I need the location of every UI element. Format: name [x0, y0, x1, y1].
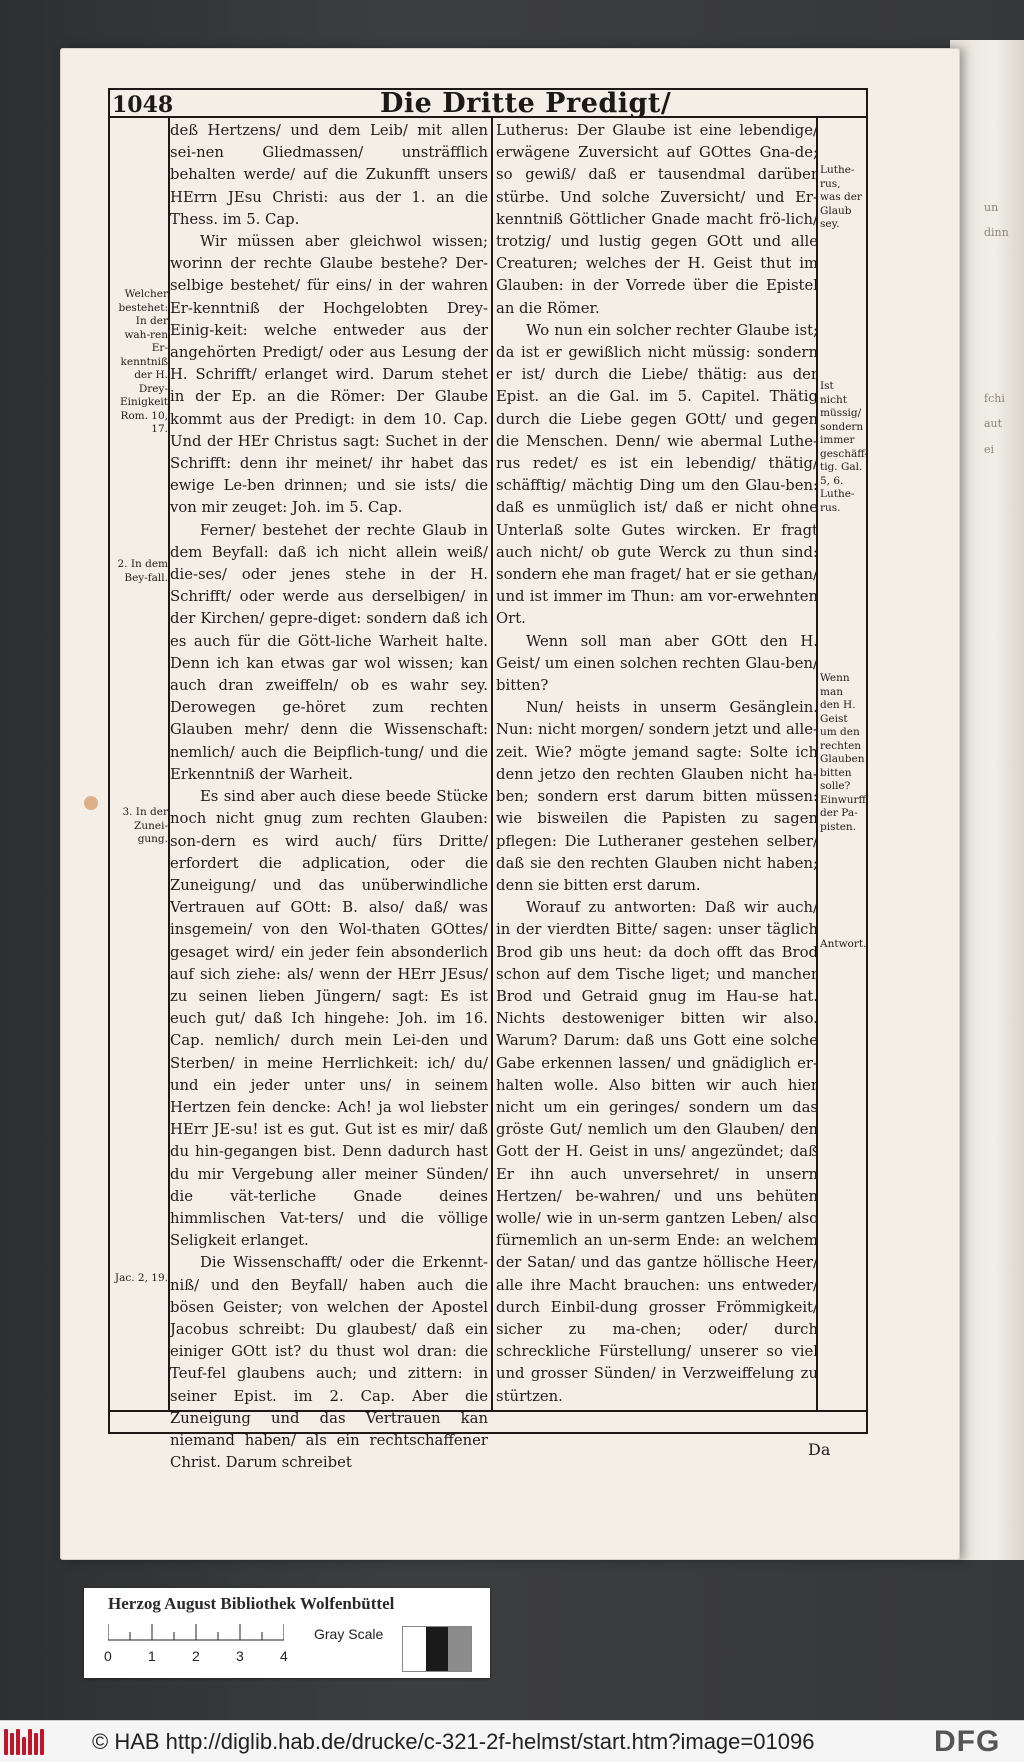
- paragraph: Wo nun ein solcher rechter Glaube ist; da ist er gewißlich nicht müssig: sondern er ist/ durch die Liebe/ thätig: aus der Epist. an die Gal. im 5. Capitel. Thätig durch die Liebe gegen GOtt/ und gegen die Menschen. Denn/ wie abermal Luthe-rus redet/ es ist ein lebendig/ thätig/ schäfftig/ mächtig Ding um den Glau-ben: daß es unmüglich ist/ daß er nicht ohne Unterlaß solte Gutes wircken. Er fragt auch nicht/ ob gute Werck zu thun sind: sondern ehe man fraget/ hat er sie gethan/ und ist immer im Thun: am vor-erwehnten Ort.: [496, 321, 818, 628]
- column-divider: [491, 116, 493, 1412]
- color-calibration-card: [84, 1588, 490, 1678]
- ghost-line: aut: [984, 417, 1003, 431]
- scale-tick: 2: [192, 1648, 200, 1664]
- ghost-line: dinn: [984, 226, 1009, 240]
- margin-note-right: Ist nicht müssig/ sondern immer geschäff-tig. Gal. 5, 6. Luthe-rus.: [820, 380, 868, 514]
- running-title: Die Dritte Predigt/: [380, 88, 672, 119]
- margin-note-left: Jac. 2, 19.: [114, 1272, 168, 1284]
- copyright-url[interactable]: © HAB http://diglib.hab.de/drucke/c-321-2f-helmst/start.htm?image=01096: [92, 1729, 815, 1754]
- paragraph: Nun/ heists in unserm Gesänglein. Nun: nicht morgen/ sondern jetzt und alle-zeit. Wie? mögte jemand sagte: Solte ich denn jetzo den rechten Glauben nicht ha-ben; sondern erst darum bitten müssen: wie bisweilen die Papisten zu sagen pflegen: Die Lutheraner gestehen selber/ daß sie den rechten Glauben nicht haben; denn sie bitten erst darum.: [496, 699, 818, 894]
- swatch-white: [403, 1627, 426, 1671]
- swatch-black: [426, 1627, 449, 1671]
- dfg-logo: DFG: [934, 1725, 1001, 1758]
- margin-note-right: Luthe-rus, was der Glaub sey.: [820, 164, 862, 230]
- margin-note-right: Wenn man den H. Geist um den rechten Glauben bitten solle? Einwurff der Pa-pisten.: [820, 672, 867, 833]
- scale-tick: 4: [280, 1648, 288, 1664]
- paragraph: deß Hertzens/ und dem Leib/ mit allen sei-nen Gliedmassen/ unsträfflich behalten werde/ auf die Zukunfft unsers HErrn JEsu Christi: aus der 1. an die Thess. im 5. Cap.: [170, 122, 488, 228]
- page-number: 1048: [112, 92, 174, 118]
- gray-swatches: [402, 1626, 472, 1672]
- ghost-line: fchi: [984, 391, 1005, 405]
- right-text-column: [496, 120, 818, 1408]
- paragraph: Ferner/ bestehet der rechte Glaub in dem Beyfall: daß ich nicht allein weiß/ die-ses/ oder jenes stehe in der H. Schrifft/ oder werde aus derselbigen/ in der Kirchen/ gepre-diget: sondern daß ich es auch für die Gött-liche Warheit halte. Denn ich kan etwas gar wol wissen; kan auch dran zweiffeln/ ob es wahr sey. Derowegen ge-höret zum rechten Glauben mehr/ denn die Wissenschaft: nemlich/ auch die Beipflich-tung/ und die Erkenntniß der Warheit.: [170, 521, 488, 783]
- margin-note-left: 3. In der Zunei-gung.: [122, 806, 168, 845]
- paragraph: Wenn soll man aber GOtt den H. Geist/ um einen solchen rechten Glau-ben/ bitten?: [496, 632, 818, 695]
- scale-tick: 0: [104, 1648, 112, 1664]
- ghost-line: ei: [984, 442, 995, 456]
- next-page-edge: [950, 40, 1024, 1560]
- paragraph: Wir müssen aber gleichwol wissen; worinn der rechte Glaube bestehe? Der-selbige bestehet/ für eins/ in der wahren Er-kenntniß der Hochgelobten Drey-Einig-keit: welche entweder aus der angehörten Predigt/ oder aus Lesung der H. Schrifft/ erlanget wird. Darum stehet in der Ep. an die Römer: Der Glaube kommt aus der Predigt: in dem 10. Cap. Und der HEr Christus sagt: Suchet in der Schrifft: denn ihr meinet/ ihr habet das ewige Le-ben drinnen; und sie ists/ die von mir zeuget: Joh. im 5. Cap.: [170, 233, 488, 517]
- gray-scale-label: Gray Scale: [314, 1626, 384, 1642]
- footer-bar: [0, 1720, 1024, 1762]
- paragraph: Die Wissenschafft/ oder die Erkennt-niß/ und den Beyfall/ haben auch die bösen Geister; von welchen der Apostel Jacobus schreibt: Du glaubest/ daß ein einiger GOtt ist? du thust wol dran: die Teuf-fel glaubens auch; und zittern: in seiner Epist. im 2. Cap. Aber die Zuneigung und das Vertrauen kan niemand haben/ als ein rechtschaffener Christ. Darum schreibet: [170, 1254, 488, 1472]
- hab-logo-icon: [4, 1729, 48, 1755]
- swatch-gray: [448, 1627, 471, 1671]
- paragraph: Worauf zu antworten: Daß wir auch/ in der vierdten Bitte/ sagen: unser täglich Brod gib uns heut: da doch offt das Brod schon auf dem Tische liget; und mancher Brod und Getraid gnug im Hau-se hat. Nichts destoweniger bitten wir also. Warum? Darum: daß uns Gott eine solche Gabe erkennen lassen/ und gnädiglich er-halten wolle. Also bitten wir auch hier nicht um ein geringes/ sondern um das gröste Gut/ nemlich um den Glauben/ den Gott der H. Geist in uns/ angezündet; daß Er ihn auch unversehret/ in unsern Hertzen/ be-wahren/ und uns behüten wolle/ wie in un-serm gantzen Leben/ also fürnemlich an un-serm Ende: an welchem der Satan/ und das gantze höllische Heer/ alle ihre Macht brauchen: uns entweder/ durch Einbil-dung grosser Frömmigkeit/ sicher zu ma-chen; oder/ durch schreckliche Fürstellung/ unserer so viel und grosser Sünden/ in Verzweiffelung zu stürtzen.: [496, 899, 818, 1405]
- catchword: Da: [808, 1440, 831, 1459]
- margin-note-left: 2. In dem Bey-fall.: [117, 558, 168, 584]
- library-name: Herzog August Bibliothek Wolfenbüttel: [108, 1594, 395, 1613]
- paragraph: Es sind aber auch diese beede Stücke noch nicht gnug zum rechten Glauben: son-dern es wird auch/ fürs Dritte/ erfordert die adplication, oder die Zuneigung/ und das unüberwindliche Vertrauen auf GOtt: B. also/ daß/ was insgemein/ von den Wol-thaten GOttes/ gesaget wird/ ein jeder fein absonderlich auf sich ziehe: als/ wenn der HErr JEsus/ zu seinen lieben Jüngern/ sagt: Es ist euch gut/ daß Ich hingehe: Joh. im 16. Cap. nemlich/ durch mein Lei-den und Sterben/ in meine Herrlichkeit: ich/ du/ und ein jeder unter uns/ in seinem Hertzen fein dencke: Ach! ja wol liebster HErr JE-su! ist es gut. Gut ist es mir/ daß du hin-gegangen bist. Denn dadurch hast du mir Vergebung aller meiner Sünden/ die vät-terliche Gnade deines himmlischen Vat-ters/ und die völlige Seligkeit erlanget.: [170, 788, 488, 1250]
- scale-tick: 3: [236, 1648, 244, 1664]
- margin-note-left: Welcher bestehet: In der wah-ren Er-kenntniß der H. Drey-Einigkeit Rom. 10, 17.: [118, 288, 168, 435]
- paper-stain: [84, 796, 98, 810]
- scale-tick: 1: [148, 1648, 156, 1664]
- left-text-column: [170, 120, 488, 1474]
- paragraph: Lutherus: Der Glaube ist eine lebendige/ erwägene Zuversicht auf GOttes Gna-de; so gewiß/ daß er tausendmal darüber stürbe. Und solche Zuversicht/ und Er-kenntniß Göttlicher Gnade macht frö-lich/ trotzig/ und lustig gegen GOtt und alle Creaturen; welches der H. Geist thut im Glauben: in der Vorrede über die Epistel an die Römer.: [496, 122, 818, 317]
- margin-note-right: Antwort.: [820, 938, 867, 950]
- ghost-line: un: [984, 201, 999, 214]
- scale-ruler: [108, 1620, 284, 1642]
- next-page-ghost-text: [984, 200, 1024, 467]
